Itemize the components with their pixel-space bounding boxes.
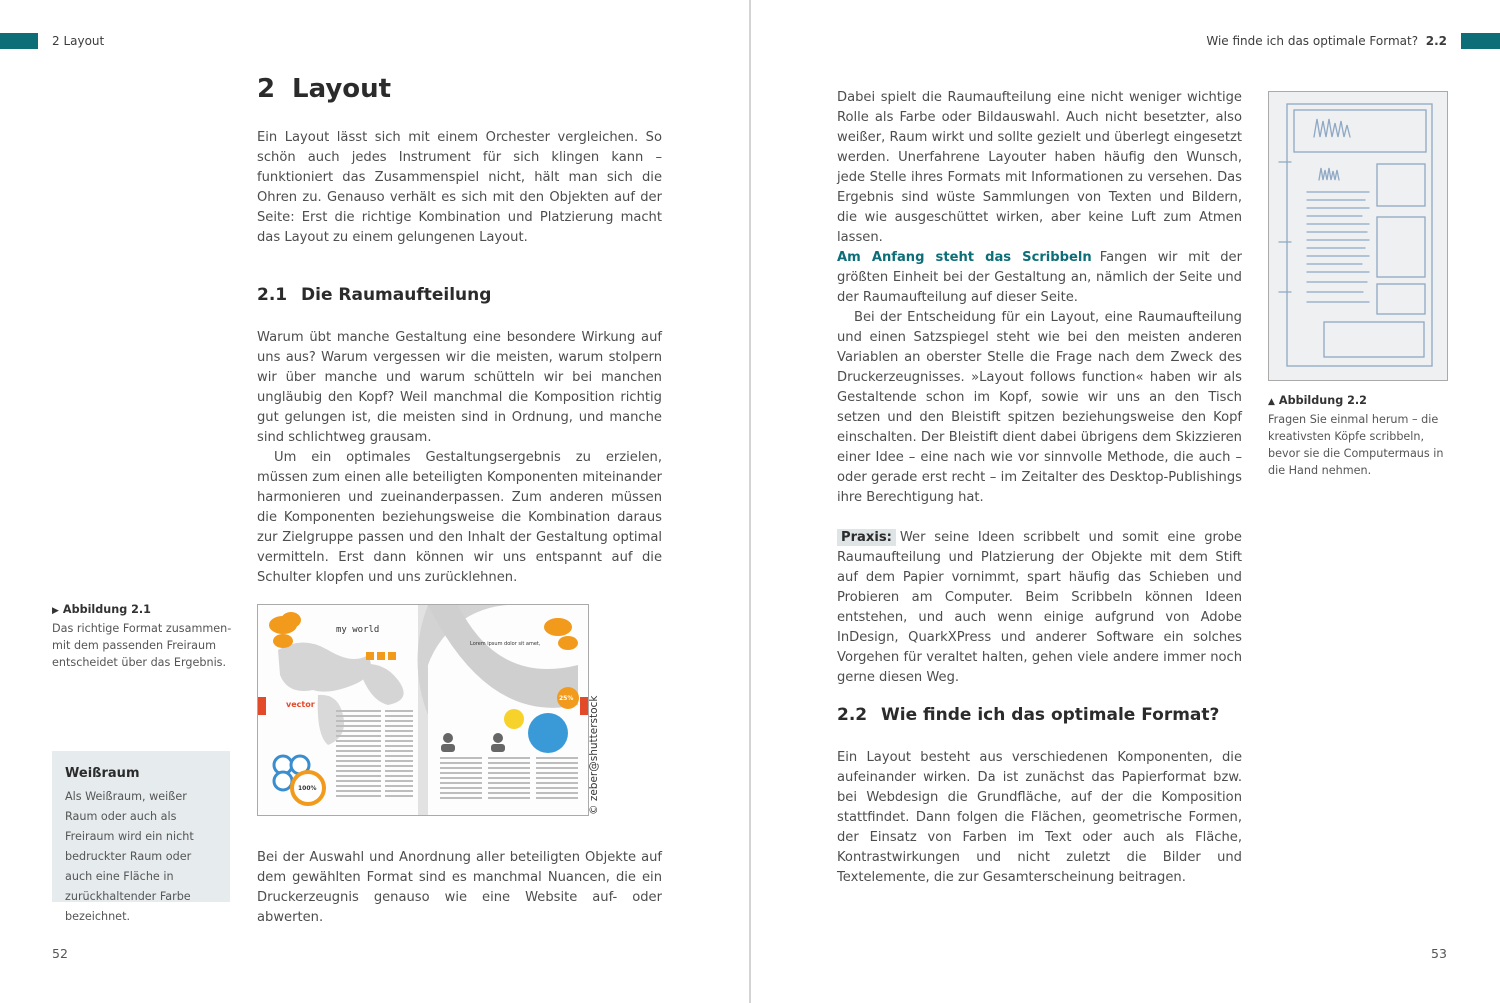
figure-2-2-label: Abbildung 2.2	[1278, 394, 1367, 407]
section-title: Die Raumaufteilung	[301, 285, 492, 305]
figure-2-1-label: Abbildung 2.1	[62, 603, 151, 616]
right-running-head-number: 2.2	[1425, 34, 1447, 48]
right-running-head	[1206, 34, 1447, 48]
figure-2-2-caption-text: Fragen Sie einmal herum – die kreativsten Köpfe scribbeln, bevor sie die Computermaus in die Hand nehmen.	[1268, 413, 1444, 477]
right-paragraph-3: Bei der Entscheidung für ein Layout, eine Raumaufteilung und einen Satzspiegel steht wie bei den meisten anderen Variablen an oberster Stelle die Frage nach dem Zweck des Druckerzeugnisses. »Layout follows function« haben wir als Gestaltende schon im Kopf, sowie wir uns an den Tisch setzen und den Bleistift spitzen beziehungsweise den Kopf einschalten. Der Bleistift dient dabei übrigens dem Skizzieren einer Idee – eine nach wie vor sinnvolle Methode, die auch – oder gerade erst recht – im Zeitalter des Desktop-Publishings ihre Berechtigung hat.	[837, 310, 1242, 505]
section-2-1-body	[257, 328, 662, 588]
illustration-title: my world	[336, 625, 380, 635]
left-tab-marker	[0, 33, 38, 49]
section-2-2-number: 2.2	[837, 705, 868, 725]
triangle-up-icon: ▲	[1268, 397, 1275, 407]
sidebar-text: Als Weißraum, weißer Raum oder auch als Freiraum wird ein nicht bedruckter Raum oder auch eine Fläche in zurückhaltender Farbe bezeichnet.	[65, 790, 194, 923]
right-tab-marker	[1461, 33, 1500, 49]
marginal-heading: Am Anfang steht das Scribbeln	[837, 250, 1092, 265]
illustration-percent-orange: 25%	[559, 695, 574, 702]
scribble-sketch	[1269, 92, 1447, 380]
intro-text: Ein Layout lässt sich mit einem Orchester vergleichen. So schön auch jedes Instrument für sich klingen kann – funktioniert das Zusammenspiel nicht, hält man sich die Ohren zu. Genauso verhält es sich mit den Objekten auf der Seite: Erst die richtige Kombination und Platzierung macht das Layout zu einem gelungenen Layout.	[257, 130, 662, 245]
section-2-1-heading	[257, 285, 491, 305]
illustration-lorem: Lorem ipsum dolor sit amet,	[470, 641, 541, 647]
figure-2-1-caption	[52, 601, 232, 671]
paragraph-3-text: Bei der Auswahl und Anordnung aller beteiligten Objekte auf dem gewählten Format sind es manchmal Nuancen, die ein Druckerzeugnis genauso wie eine Website auf- oder abwerten.	[257, 850, 662, 925]
section-2-2-heading	[837, 705, 1219, 725]
paragraph-1: Warum übt manche Gestaltung eine besondere Wirkung auf uns aus? Warum vergessen wir die meisten, warum stolpern wir über manche und warum schütteln wir bei manchen ungläubig den Kopf? Weil manchmal die Komposition richtig gut gelungen ist, die meisten sind in Ordnung, und manche sind schlichtweg grausam.	[257, 330, 662, 445]
praxis-block	[837, 528, 1242, 688]
left-page-number: 52	[52, 946, 68, 961]
illustration-percent-100: 100%	[298, 785, 317, 792]
sidebar-title: Weißraum	[65, 766, 140, 781]
chapter-title-text: Layout	[292, 74, 392, 104]
illustration-vector-label: vector	[286, 700, 315, 709]
right-paragraph-1-text: Dabei spielt die Raumaufteilung eine nicht weniger wichtige Rolle als Farbe oder Bildauswahl. Auch nicht besetzter, also weißer, Raum wirkt und sollte gezielt und überlegt eingesetzt werden. Unerfahrene Layouter haben häufig den Wunsch, jede Stelle ihres Formats mit Informationen zu versehen. Das Ergebnis sind wüste Sammlungen von Texten und Bildern, die wie ausgeschüttet wirken, aber keine Luft zum Atmen lassen.	[837, 90, 1242, 245]
figure-2-2-caption	[1268, 392, 1448, 479]
section-2-2-title: Wie finde ich das optimale Format?	[881, 705, 1220, 725]
right-paragraph-2: Fangen wir mit der größten Einheit bei der Gestaltung an, nämlich der Seite und der Raumaufteilung auf dieser Seite.	[837, 250, 1242, 305]
left-running-head: 2 Layout	[52, 34, 105, 48]
paragraph-3	[257, 848, 662, 928]
right-paragraph-4	[837, 748, 1242, 888]
magazine-spread-illustration	[258, 605, 588, 815]
figure-2-1-credit: © zeber@shutterstock	[588, 695, 600, 815]
intro-paragraph	[257, 128, 662, 248]
right-paragraph-4-text: Ein Layout besteht aus verschiedenen Komponenten, die aufeinander wirken. Da ist zunächst das Papierformat bzw. bei Webdesign die Grundfläche, auf der die Komposition stattfindet. Dann folgen die Flächen, geometrische Formen, der Einsatz von Farben im Text oder auch als Fläche, Kontrastwirkungen und nicht zuletzt die Bilder und Textelemente, die zur Gesamterscheinung beitragen.	[837, 750, 1242, 885]
paragraph-2: Um ein optimales Gestaltungsergebnis zu erzielen, müssen zum einen alle beteiligten Komponenten miteinander harmonieren und zueinanderpassen. Zum anderen müssen die Komponenten beziehungsweise die Kombination daraus zur Zielgruppe passen und den Inhalt der Gestaltung optimal vermitteln. Erst dann können wir uns entspannt auf die Schulter klopfen und uns zurücklehnen.	[257, 450, 662, 585]
right-scribbeln-section	[837, 248, 1242, 508]
figure-2-1-caption-text: Das richtige Format zusammenmit dem passenden Freiraum entscheidet über das Ergebnis.	[52, 622, 232, 669]
right-paragraph-1	[837, 88, 1242, 248]
sidebar-box-weissraum	[52, 751, 230, 923]
praxis-text: Wer seine Ideen scribbelt und somit eine grobe Raumaufteilung und Platzierung der Objekte mit dem Stift auf dem Papier vornimmt, spart häufig das Schieben und Probieren am Computer. Beim Scribbeln können Ideen entstehen, und auch wenn einige aufgrund von Adobe InDesign, QuarkXPress und anderer Software ein solches Vorgehen für veraltet halten, gehen viele andere immer noch gerne diesen Weg.	[837, 530, 1242, 685]
praxis-label: Praxis:	[837, 529, 896, 546]
triangle-right-icon: ▶	[52, 606, 59, 616]
right-page-number: 53	[1431, 946, 1447, 961]
figure-2-1-image	[257, 604, 589, 816]
chapter-number: 2	[257, 74, 276, 104]
figure-2-2-image	[1268, 91, 1448, 381]
right-running-head-title: Wie finde ich das optimale Format?	[1206, 34, 1419, 48]
section-number: 2.1	[257, 285, 288, 305]
chapter-title	[257, 74, 391, 104]
